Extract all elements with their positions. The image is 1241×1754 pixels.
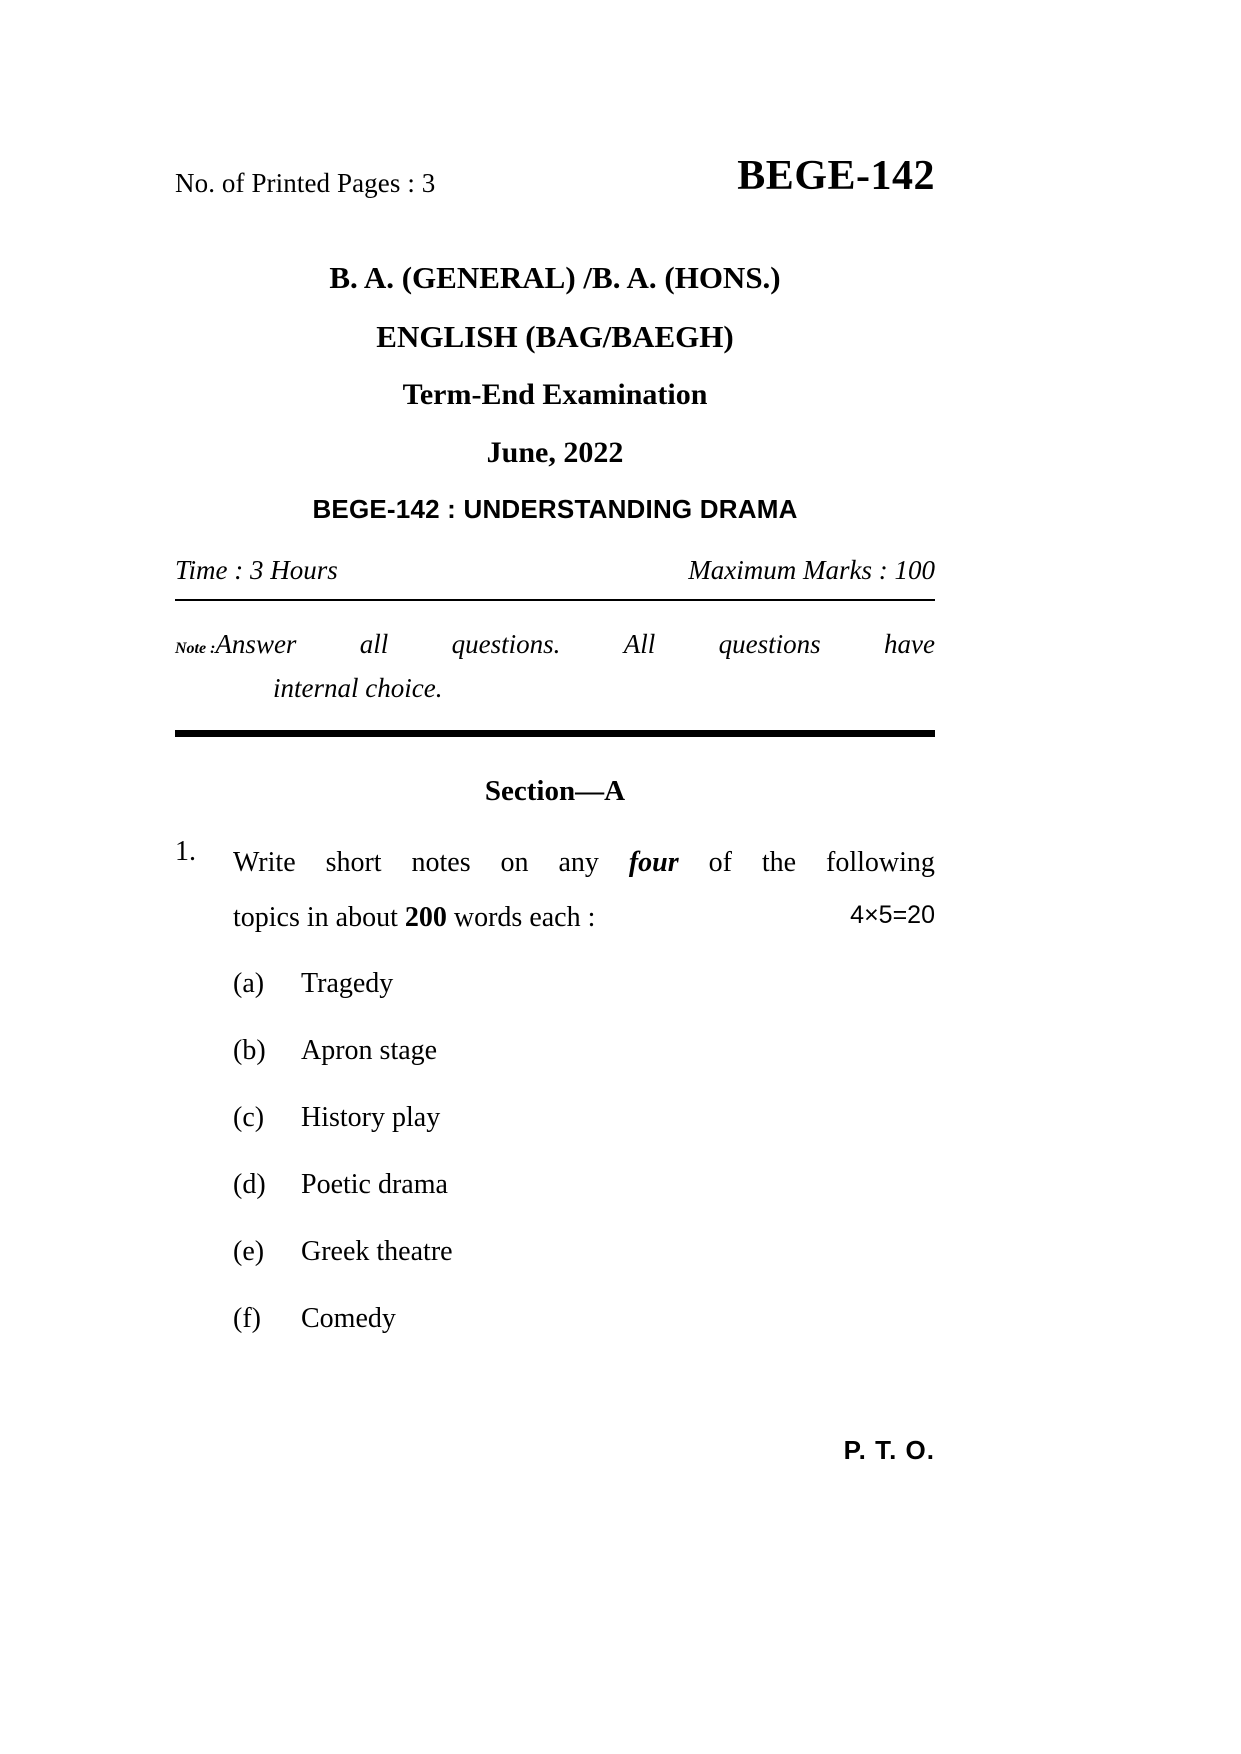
- page-turn-over-label: P. T. O.: [843, 1435, 935, 1465]
- note-word: questions: [718, 629, 821, 659]
- note-line-1: [215, 623, 935, 667]
- question-word: Write: [233, 847, 296, 879]
- question-word-count: 200: [404, 902, 447, 934]
- question-word: short: [325, 847, 382, 879]
- question-word: on: [500, 847, 529, 879]
- page-content: [175, 0, 935, 1465]
- note-label: Note :: [175, 640, 216, 657]
- printed-pages-label: No. of Printed Pages : 3: [175, 168, 436, 198]
- sub-item-text: Tragedy: [301, 967, 394, 999]
- page-header: [175, 153, 935, 220]
- divider-rule-double: [175, 730, 935, 737]
- note-line-2: internal choice.: [273, 672, 443, 703]
- exam-maximum-marks: Maximum Marks : 100: [688, 555, 935, 585]
- programme-line: ENGLISH (BAG/BAEGH): [376, 319, 734, 354]
- question-word: any: [558, 847, 599, 879]
- exam-duration: Time : 3 Hours: [175, 555, 338, 585]
- list-item: [233, 968, 935, 1035]
- degree-line: B. A. (GENERAL) /B. A. (HONS.): [329, 260, 781, 295]
- question-1-marks: 4×5=20: [850, 901, 935, 930]
- note-first-row: [175, 623, 935, 667]
- exam-info-row: [175, 555, 935, 593]
- question-text-before-count: topics in about: [233, 902, 405, 934]
- question-1-number: 1.: [175, 836, 196, 868]
- question-word: of: [708, 847, 732, 879]
- question-word: following: [826, 847, 935, 879]
- question-1-line-1: [233, 836, 935, 891]
- list-item: [233, 1169, 935, 1236]
- sub-item-text: History play: [301, 1101, 441, 1133]
- sub-item-text: Greek theatre: [301, 1235, 453, 1267]
- sub-item-label: (f): [233, 1302, 261, 1334]
- question-1-line-2: [233, 891, 935, 946]
- question-1-sub-items: [233, 968, 935, 1370]
- question-1: [175, 836, 935, 1369]
- question-word: the: [761, 847, 797, 879]
- question-word: notes: [411, 847, 471, 879]
- note-body: [215, 623, 935, 667]
- note-block: [175, 601, 935, 730]
- question-text-after-count: words each :: [446, 902, 596, 934]
- sub-item-label: (a): [233, 967, 265, 999]
- course-title-line: BEGE-142 : UNDERSTANDING DRAMA: [312, 494, 798, 524]
- sub-item-text: Poetic drama: [301, 1168, 448, 1200]
- section-a-heading: Section—A: [484, 775, 626, 808]
- sub-item-text: Apron stage: [301, 1034, 438, 1066]
- paper-code: BEGE-142: [737, 153, 935, 199]
- note-word: All: [623, 629, 656, 659]
- question-emphasis-four: four: [628, 847, 679, 879]
- sub-item-label: (c): [233, 1101, 265, 1133]
- list-item: [233, 1236, 935, 1303]
- list-item: [233, 1303, 935, 1370]
- sub-item-text: Comedy: [301, 1302, 396, 1334]
- note-word: have: [884, 629, 935, 659]
- sub-item-label: (b): [233, 1034, 266, 1066]
- note-word: all: [359, 629, 389, 659]
- list-item: [233, 1102, 935, 1169]
- examination-type-line: Term-End Examination: [402, 378, 708, 411]
- question-1-body: [233, 836, 935, 945]
- list-item: [233, 1035, 935, 1102]
- note-word: Answer: [215, 629, 297, 659]
- sub-item-label: (d): [233, 1168, 266, 1200]
- sub-item-label: (e): [233, 1235, 265, 1267]
- note-word: questions.: [451, 629, 561, 659]
- exam-title-block: [175, 262, 935, 525]
- examination-session-line: June, 2022: [486, 436, 624, 469]
